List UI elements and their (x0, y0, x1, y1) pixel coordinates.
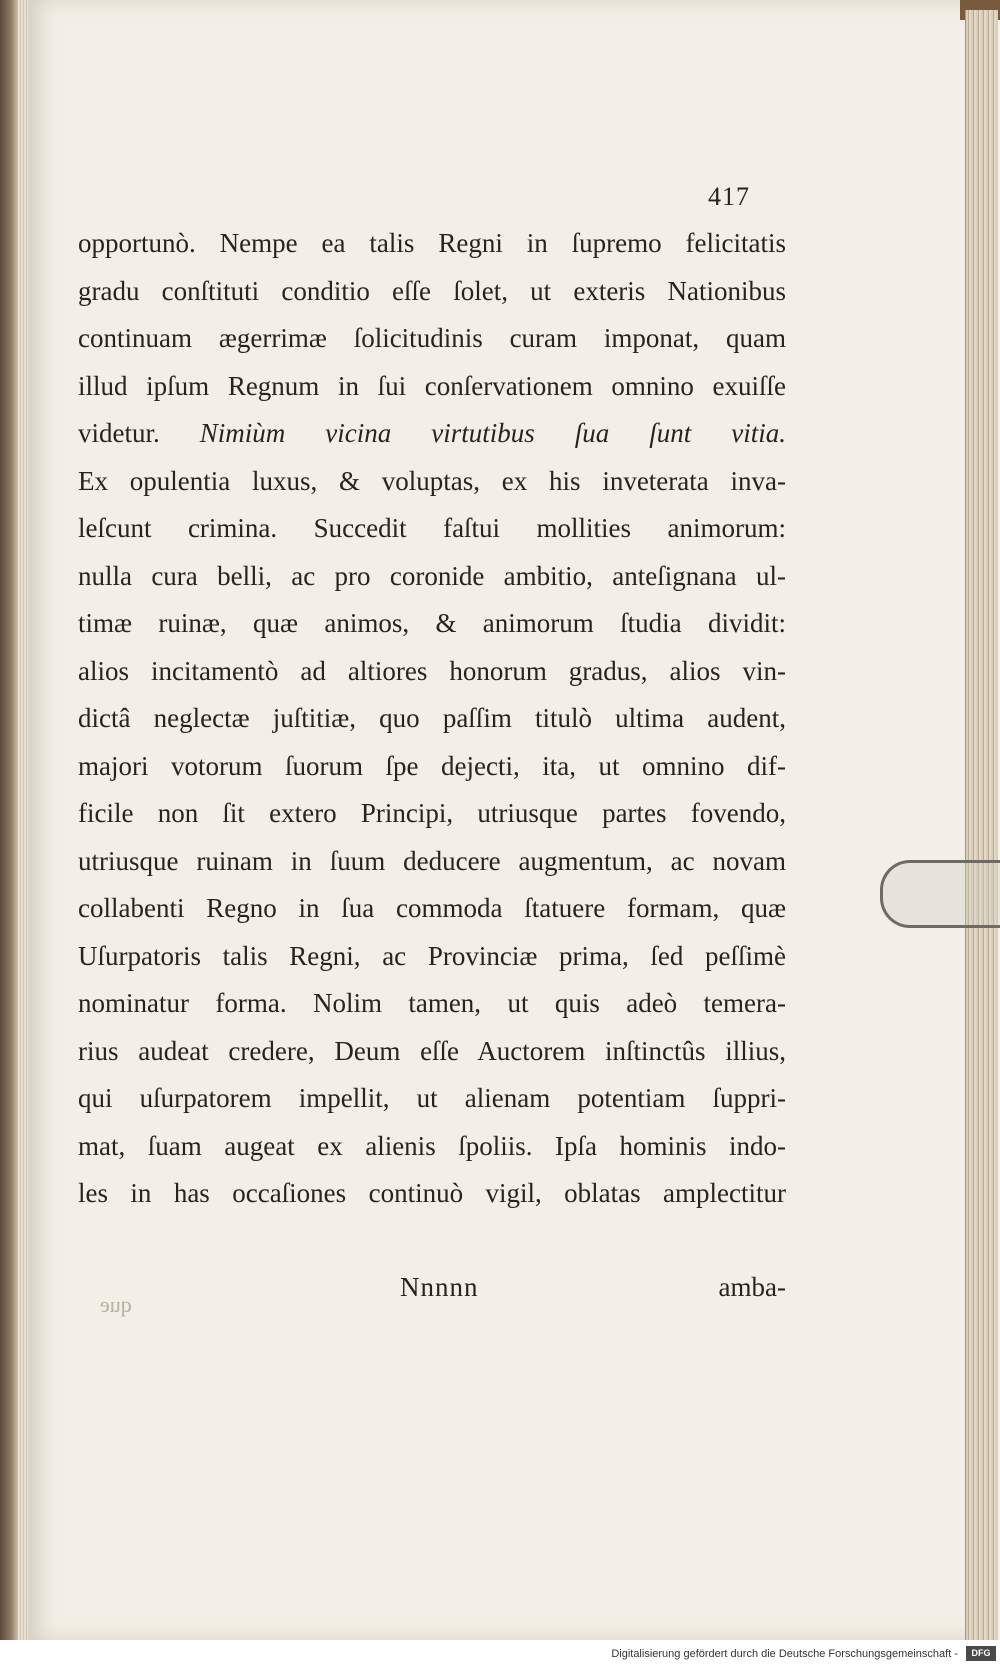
show-through-text: que (100, 1292, 132, 1317)
text-line-content: Uſurpatoris talis Regni, ac Provinciæ prima, ſed peſſimè (78, 940, 786, 971)
text-line-content: les in has occaſiones continuò vigil, oblatas amplectitur (78, 1178, 786, 1208)
italic-quote: Nimiùm vicina virtutibus ſua ſunt vitia. (199, 418, 786, 448)
text-line-content: continuam ægerrimæ ſolicitudinis curam imponat, quam (78, 323, 786, 353)
left-page-edges (18, 0, 28, 1668)
text-line (78, 1028, 786, 1076)
text-line (78, 268, 786, 316)
text-line-content: nominatur forma. Nolim tamen, ut quis adeò temera- (78, 988, 786, 1018)
text-line (78, 743, 786, 791)
text-line-content: qui uſurpatorem impellit, ut alienam potentiam ſuppri- (78, 1083, 786, 1113)
text-line-content: videtur. (78, 418, 200, 448)
text-line (78, 648, 786, 696)
text-line-content: Ex opulentia luxus, & voluptas, ex his inveterata inva- (78, 465, 786, 496)
text-line (78, 220, 786, 268)
text-line-content: rius audeat credere, Deum eſſe Auctorem inſtinctûs illius, (78, 1035, 786, 1066)
text-line (78, 933, 786, 981)
text-line-content: mat, ſuam augeat ex alienis ſpoliis. Ipſa hominis indo- (78, 1130, 786, 1161)
page-clip (880, 860, 1000, 928)
text-line (78, 885, 786, 933)
signature-mark: Nnnnn (400, 1272, 479, 1302)
text-line (78, 505, 786, 553)
page-number: 417 (708, 182, 750, 211)
text-line-content: collabenti Regno in ſua commoda ſtatuere formam, quæ (78, 893, 786, 923)
page-footer-line (78, 1272, 786, 1312)
text-line (78, 553, 786, 601)
text-line-content: gradu conſtituti conditio eſſe ſolet, ut exteris Nationibus (78, 275, 786, 306)
book-binding (0, 0, 18, 1668)
dfg-logo: DFG (966, 1646, 996, 1661)
text-line-content: majori votorum ſuorum ſpe dejecti, ita, ut omnino dif- (78, 750, 786, 781)
text-line-content: illud ipſum Regnum in ſui conſervationem omnino exuiſſe (78, 370, 786, 401)
right-page-edges (965, 10, 998, 1640)
text-line (78, 695, 786, 743)
text-line (78, 980, 786, 1028)
text-line-content: leſcunt crimina. Succedit faſtui mollities animorum: (78, 513, 786, 543)
catchword: amba- (718, 1272, 786, 1302)
text-line-content: timæ ruinæ, quæ animos, & animorum ſtudia dividit: (78, 608, 786, 638)
text-line (78, 1075, 786, 1123)
text-line (78, 600, 786, 648)
text-line-content: dictâ neglectæ juſtitiæ, quo paſſim titulò ultima audent, (78, 703, 786, 733)
text-line-content: opportunò. Nempe ea talis Regni in ſupremo felicitatis (78, 228, 786, 258)
text-line (78, 458, 786, 506)
text-line (78, 1123, 786, 1171)
body-text (78, 220, 786, 1218)
text-line-content: nulla cura belli, ac pro coronide ambitio, anteſignana ul- (78, 560, 786, 591)
text-line (78, 790, 786, 838)
text-line (78, 363, 786, 411)
text-line-content: alios incitamentò ad altiores honorum gradus, alios vin- (78, 655, 786, 686)
digitization-credit: Digitalisierung gefördert durch die Deutsche Forschungsgemeinschaft - (611, 1648, 958, 1660)
text-line-content: utriusque ruinam in ſuum deducere augmentum, ac novam (78, 845, 786, 876)
text-line-content: ficile non ſit extero Principi, utriusque partes fovendo, (78, 798, 786, 828)
text-line (78, 315, 786, 363)
text-line (78, 1170, 786, 1218)
text-line (78, 838, 786, 886)
text-line (78, 410, 786, 458)
